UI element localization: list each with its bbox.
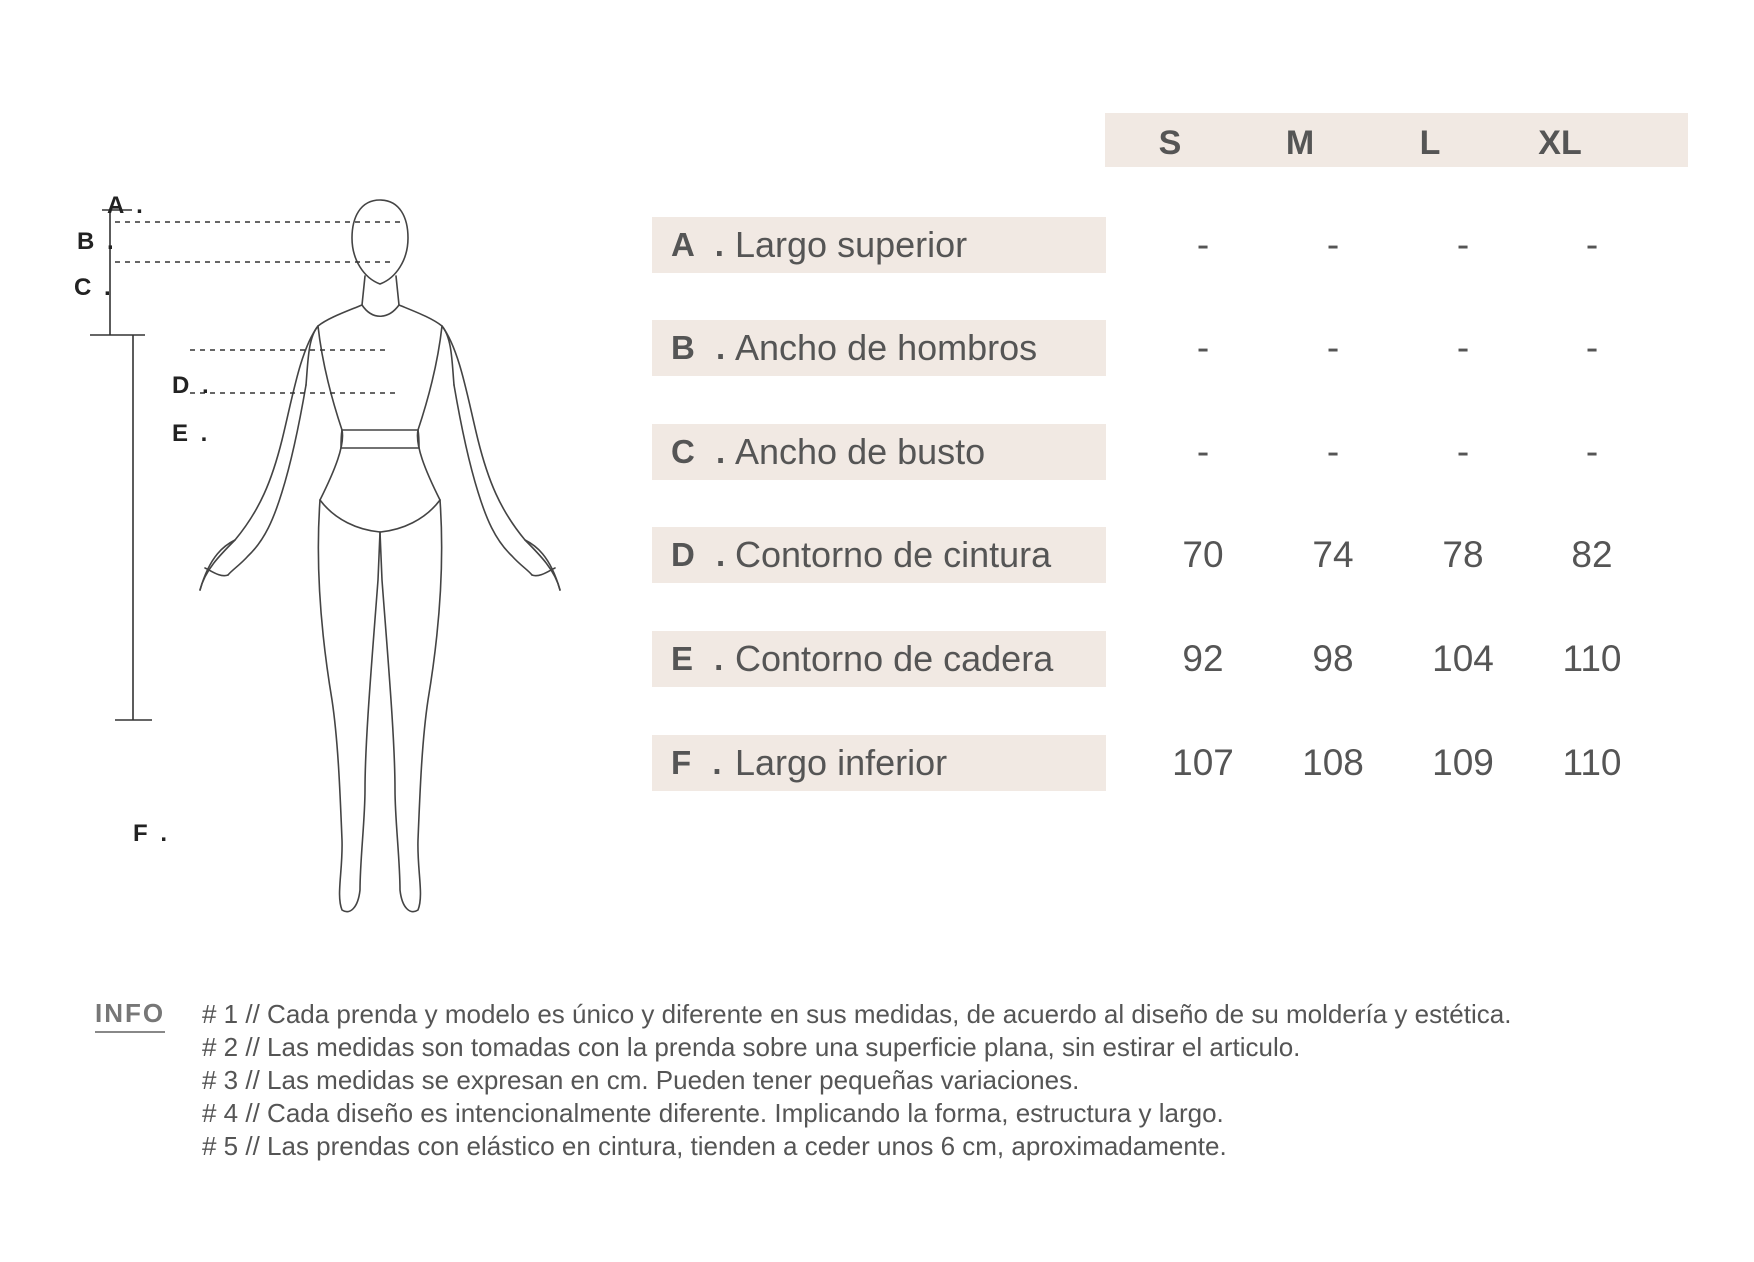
row-name: Ancho de busto xyxy=(735,431,986,472)
row-letter: E . xyxy=(671,640,730,677)
row-label-c xyxy=(652,424,1106,480)
row-letter: C . xyxy=(671,433,732,470)
table-cell: - xyxy=(1326,224,1340,265)
size-header-row xyxy=(1105,113,1688,167)
row-label-a xyxy=(652,217,1106,273)
row-name: Ancho de hombros xyxy=(735,327,1038,368)
table-cell: - xyxy=(1326,327,1340,368)
figure-label-e: E . xyxy=(172,420,211,447)
row-label-b xyxy=(652,320,1106,376)
figure-label-d: D . xyxy=(172,372,212,399)
info-note-3: # 3 // Las medidas se expresan en cm. Pueden tener pequeñas variaciones. xyxy=(202,1065,1080,1095)
table-cell: - xyxy=(1196,431,1210,472)
info-notes xyxy=(202,998,1702,1163)
row-name: Largo inferior xyxy=(735,742,948,783)
size-s-header: S xyxy=(1158,124,1182,162)
table-cell: - xyxy=(1585,327,1599,368)
table-cell: 108 xyxy=(1302,742,1364,783)
table-cell: 107 xyxy=(1172,742,1234,783)
figure-label-a: A . xyxy=(107,192,146,219)
table-cell: - xyxy=(1585,224,1599,265)
table-cell: 82 xyxy=(1571,534,1613,575)
row-name: Largo superior xyxy=(735,224,968,265)
row-letter: F . xyxy=(671,744,728,781)
info-note-4: # 4 // Cada diseño es intencionalmente diferente. Implicando la forma, estructura y largo. xyxy=(202,1098,1224,1128)
figure-label-b: B . xyxy=(77,228,117,255)
table-cell: - xyxy=(1456,431,1470,472)
table-cell: 70 xyxy=(1182,534,1224,575)
table-cell: - xyxy=(1196,327,1210,368)
info-note-5: # 5 // Las prendas con elástico en cintura, tienden a ceder unos 6 cm, aproximadamente. xyxy=(202,1131,1227,1161)
table-cell: 78 xyxy=(1442,534,1484,575)
table-cell: - xyxy=(1585,431,1599,472)
size-m-header: M xyxy=(1285,124,1315,162)
info-note-1: # 1 // Cada prenda y modelo es único y diferente en sus medidas, de acuerdo al diseño de su moldería y estética. xyxy=(202,999,1512,1029)
row-letter: A . xyxy=(671,226,730,263)
row-letter: B . xyxy=(671,329,732,366)
table-cell: 74 xyxy=(1312,534,1354,575)
body-measurement-diagram xyxy=(60,100,620,930)
mannequin-figure xyxy=(60,100,620,930)
row-letter: D . xyxy=(671,536,732,573)
row-label-f xyxy=(652,735,1106,791)
table-cell: 109 xyxy=(1432,742,1494,783)
info-note-2: # 2 // Las medidas son tomadas con la prenda sobre una superficie plana, sin estirar el articulo. xyxy=(202,1032,1301,1062)
table-cell: 98 xyxy=(1312,638,1354,679)
table-cell: - xyxy=(1196,224,1210,265)
table-cell: 110 xyxy=(1562,638,1622,679)
head-outline xyxy=(352,200,408,284)
figure-label-f: F . xyxy=(133,820,170,847)
table-cell: 92 xyxy=(1182,638,1224,679)
row-label-d xyxy=(652,527,1106,583)
size-xl-header: XL xyxy=(1538,124,1582,162)
table-cell: - xyxy=(1456,224,1470,265)
table-cell: - xyxy=(1456,327,1470,368)
size-l-header: L xyxy=(1419,124,1441,162)
row-label-e xyxy=(652,631,1106,687)
figure-label-c: C . xyxy=(74,274,114,301)
row-name: Contorno de cintura xyxy=(735,534,1052,575)
table-cell: 104 xyxy=(1432,638,1494,679)
info-title: INFO xyxy=(95,998,165,1033)
table-cell: 110 xyxy=(1562,742,1622,783)
table-cell: - xyxy=(1326,431,1340,472)
row-name: Contorno de cadera xyxy=(735,638,1054,679)
